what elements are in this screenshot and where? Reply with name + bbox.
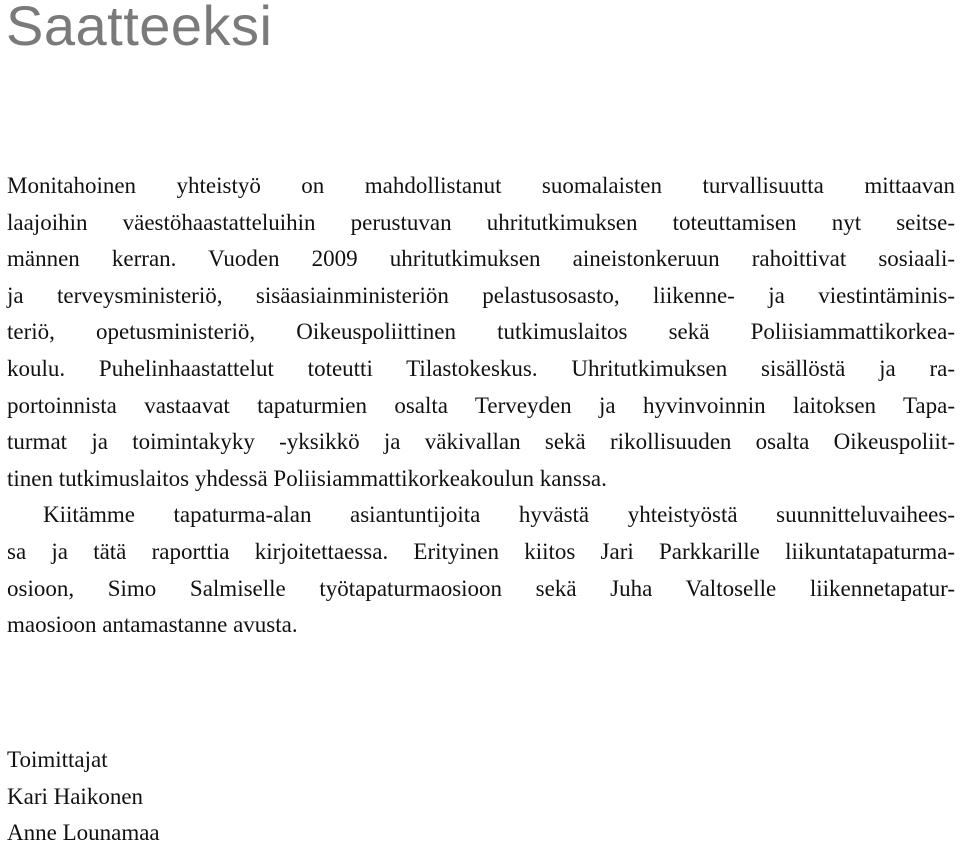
text-line: teriö, opetusministeriö, Oikeuspoliittinen tutkimuslaitos sekä Poliisiammattikorkea-: [7, 319, 955, 345]
editor-name: Anne Lounamaa: [7, 820, 160, 845]
signature-block: [7, 742, 160, 852]
body-text: [7, 168, 955, 644]
text-line: männen kerran. Vuoden 2009 uhritutkimuksen aineistonkeruun rahoittivat sosiaali-: [7, 246, 955, 272]
text-line: sa ja tätä raporttia kirjoitettaessa. Erityinen kiitos Jari Parkkarille liikuntatapaturma-: [7, 538, 955, 564]
signature-heading: Toimittajat: [7, 747, 108, 772]
text-line: portoinnista vastaavat tapaturmien osalta Terveyden ja hyvinvoinnin laitoksen Tapa-: [7, 392, 955, 418]
paragraph-2: [7, 497, 955, 643]
text-line: koulu. Puhelinhaastattelut toteutti Tilastokeskus. Uhritutkimuksen sisällöstä ja ra-: [7, 355, 955, 381]
text-line: Kiitämme tapaturma-alan asiantuntijoita hyvästä yhteistyöstä suunnitteluvaihees-: [43, 502, 955, 528]
text-line: laajoihin väestöhaastatteluihin perustuvan uhritutkimuksen toteuttamisen nyt seitse-: [7, 209, 955, 235]
text-line: ja terveysministeriö, sisäasiainministeriön pelastusosasto, liikenne- ja viestintäminis-: [7, 282, 955, 308]
text-line: tinen tutkimuslaitos yhdessä Poliisiammattikorkeakoulun kanssa.: [7, 465, 607, 491]
page-title: Saatteeksi: [6, 0, 273, 57]
text-line: turmat ja toimintakyky -yksikkö ja väkivallan sekä rikollisuuden osalta Oikeuspoliit-: [7, 429, 955, 455]
text-line: maosioon antamastanne avusta.: [7, 612, 298, 638]
paragraph-1: [7, 168, 955, 497]
text-line: Monitahoinen yhteistyö on mahdollistanut suomalaisten turvallisuutta mittaavan: [7, 173, 955, 198]
editor-name: Kari Haikonen: [7, 783, 144, 809]
text-line: osioon, Simo Salmiselle työtapaturmaosioon sekä Juha Valtoselle liikennetapatur-: [7, 575, 955, 601]
